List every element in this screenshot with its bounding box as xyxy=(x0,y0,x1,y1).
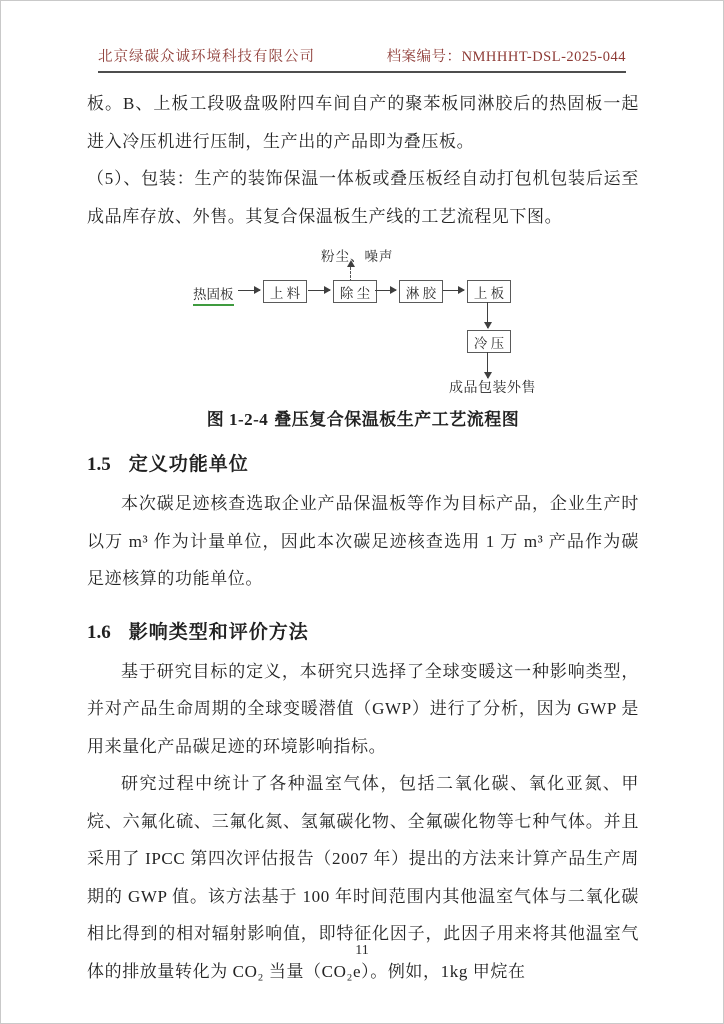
document-body xyxy=(87,85,639,990)
page-number: 11 xyxy=(355,943,369,958)
section-number: 1.6 xyxy=(87,621,111,643)
paragraph-gwp-definition: 基于研究目标的定义，本研究只选择了全球变暖这一种影响类型，并对产品生命周期的全球变暖潜值（GWP）进行了分析，因为 GWP 是用来量化产品碳足迹的环境影响指标。 xyxy=(87,661,639,756)
arrow-right-icon xyxy=(375,290,396,291)
paragraph-greenhouse-gases: 研究过程中统计了各种温室气体，包括二氧化碳、氧化亚氮、甲烷、六氟化硫、三氟化氮、氢氟碳化物、全氟碳化物等七种气体。并且采用了 IPCC 第四次评估报告（2007 年）提出的方法来计算产品生产周期的 GWP 值。该方法基于 100 年时间范围内其他温室气体与二氧化碳相比得到的相对辐射影响值，即特征化因子，此因子用来将其他温室气体的排放量转化为 CO₂ 当量（CO₂e）。例如，1kg 甲烷在 xyxy=(87,774,639,981)
arrow-right-icon xyxy=(443,290,464,291)
archive-label: 档案编号： xyxy=(386,49,462,65)
arrow-right-icon xyxy=(238,290,260,291)
paragraph-pressing-continuation: 板。B、上板工段吸盘吸附四车间自产的聚苯板同淋胶后的热固板一起进入冷压机进行压制，生产出的产品即为叠压板。 xyxy=(87,94,639,151)
flow-output-label: 成品包装外售 xyxy=(449,381,536,396)
figure-caption xyxy=(87,405,639,430)
emission-label: 粉尘、噪声 xyxy=(321,249,394,264)
flow-input-label: 热固板 xyxy=(193,283,234,306)
flow-step-gluing: 淋 胶 xyxy=(399,280,443,303)
arrow-down-icon xyxy=(487,302,488,328)
archive-number xyxy=(387,45,626,66)
section-title: 定义功能单位 xyxy=(128,454,249,475)
section-number: 1.5 xyxy=(87,454,111,475)
flow-step-board-placing: 上 板 xyxy=(467,280,511,303)
arrow-down-icon xyxy=(487,352,488,378)
section-heading-impact-types xyxy=(87,617,639,644)
document-header xyxy=(98,45,626,73)
archive-value: NMHHHT-DSL-2025-044 xyxy=(461,49,626,65)
paragraph-functional-unit: 本次碳足迹核查选取企业产品保温板等作为目标产品，企业生产时以万 m³ 作为计量单位，因此本次碳足迹核查选用 1 万 m³ 产品作为碳足迹核算的功能单位。 xyxy=(87,494,639,588)
flow-step-loading: 上 料 xyxy=(263,280,307,303)
section-title: 影响类型和评价方法 xyxy=(128,621,309,643)
company-name: 北京绿碳众诚环境科技有限公司 xyxy=(98,49,315,65)
section-heading-functional-unit xyxy=(87,449,639,476)
figure-title: 叠压复合保温板生产工艺流程图 xyxy=(274,410,520,429)
process-flowchart xyxy=(87,243,639,401)
paragraph-packaging: （5）、包装：生产的装饰保温一体板或叠压板经自动打包机包装后运至成品库存放、外售。其复合保温板生产线的工艺流程见下图。 xyxy=(87,169,639,226)
flow-step-dedusting: 除 尘 xyxy=(333,280,377,303)
figure-label: 图 1-2-4 xyxy=(206,410,269,429)
arrow-right-icon xyxy=(308,290,330,291)
flow-step-cold-pressing: 冷 压 xyxy=(467,330,511,353)
